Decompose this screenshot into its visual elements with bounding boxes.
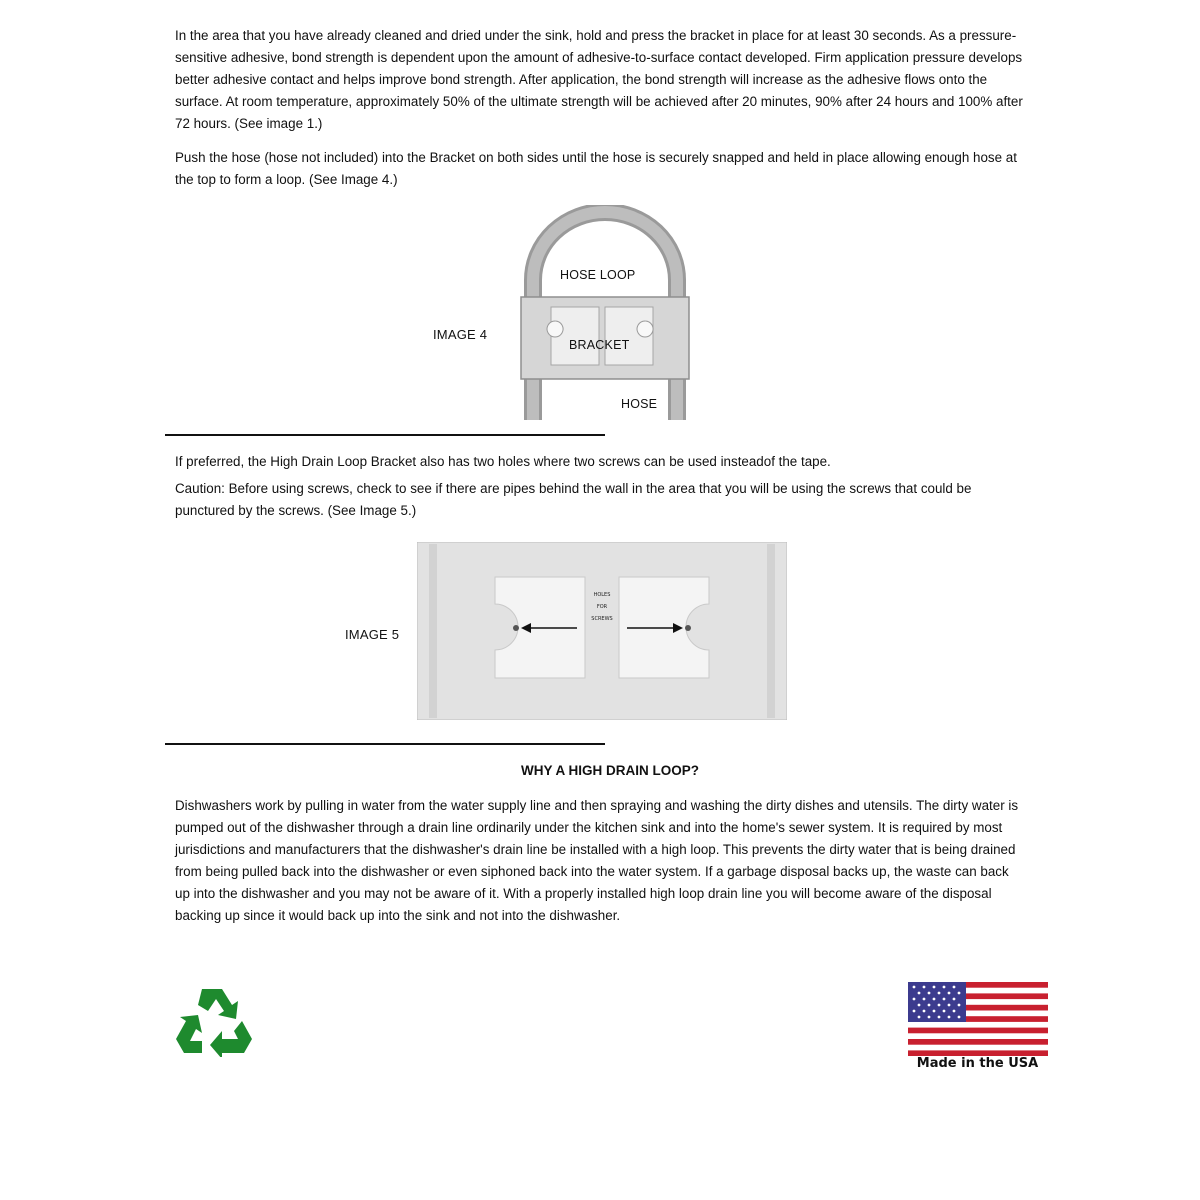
section-divider	[165, 434, 605, 436]
section-divider-2	[165, 743, 605, 745]
instruction-paragraph-hose: Push the hose (hose not included) into the Bracket on both sides until the hose is securely snapped and held in place allowing enough hose at the top to form a loop. (See Image 4.)	[175, 150, 1017, 187]
holes-text-line-3: SCREWS	[591, 616, 613, 622]
hose-loop-label: HOSE LOOP	[560, 268, 636, 282]
recycle-icon	[172, 985, 256, 1057]
explanation-paragraph: Dishwashers work by pulling in water from the water supply line and then spraying and washing the dirty dishes and utensils. The dirty water is pumped out of the dishwasher through a drain line ordinarily under the kitchen sink and into the home's sewer system. It is required by most jurisdictions and manufacturers that the dishwasher's drain line be installed with a high loop. This prevents the dirty water that is being drained from being pulled back into the dishwasher or even siphoned back into the water system. If a garbage disposal backs up, the waste can back up into the dishwasher and you may not be aware of it. With a properly installed high loop drain line you will become aware of the disposal backing up since it would back up into the sink and not into the dishwasher.	[175, 798, 1019, 923]
why-high-drain-loop-heading: WHY A HIGH DRAIN LOOP?	[521, 763, 699, 778]
holes-text-line-1: HOLES	[593, 592, 611, 598]
instruction-paragraph-adhesive: In the area that you have already cleaned and dried under the sink, hold and press the bracket in place for at least 30 seconds. As a pressure-sensitive adhesive, bond strength is dependent upon the amount of adhesive-to-surface contact developed. Firm application pressure develops better adhesive contact and helps improve bond strength. After application, the bond strength will increase as the adhesive flows onto the surface. At room temperature, approximately 50% of the ultimate strength will be achieved after 20 minutes, 90% after 24 hours and 100% after 72 hours. (See image 1.)	[175, 28, 1023, 131]
made-in-usa-caption: Made in the USA	[916, 1056, 1039, 1071]
holes-text-line-2: FOR	[596, 604, 608, 610]
usa-flag-icon	[908, 982, 1048, 1056]
hose-loop-diagram	[505, 205, 705, 425]
hose-label: HOSE	[621, 397, 658, 411]
image-5-label: IMAGE 5	[345, 627, 400, 642]
bracket-label: BRACKET	[569, 338, 630, 352]
image-4-label: IMAGE 4	[433, 327, 488, 342]
screws-option-paragraph: If preferred, the High Drain Loop Bracket also has two holes where two screws can be used insteadof the tape.	[175, 454, 831, 469]
bracket-screw-holes-diagram	[417, 542, 787, 720]
caution-paragraph: Caution: Before using screws, check to see if there are pipes behind the wall in the area that you will be using the screws that could be punctured by the screws. (See Image 5.)	[175, 481, 972, 518]
